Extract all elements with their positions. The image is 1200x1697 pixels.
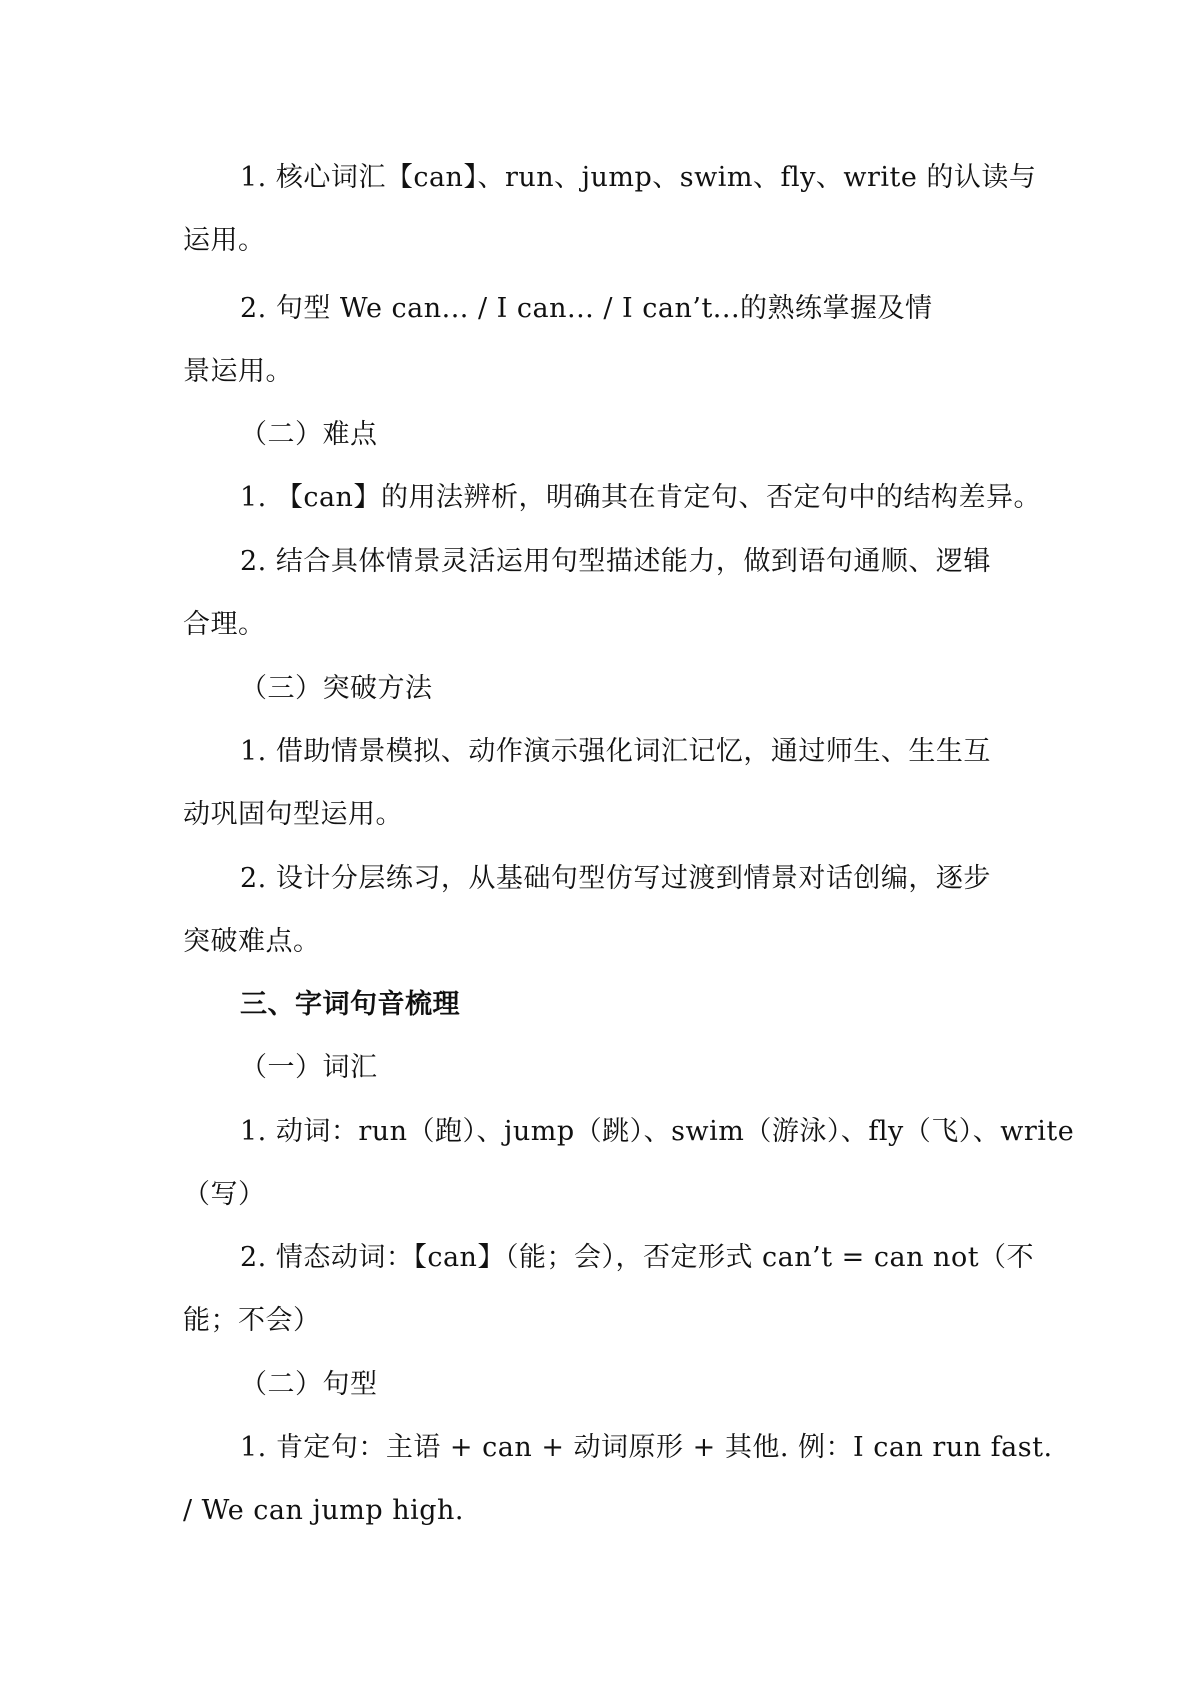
section-3-heading: 三、字词句音梳理 [240,989,460,1020]
focus-item-1-line-2: 运用。 [183,225,266,256]
vocabulary-item-1-line-1: 1. 动词：run（跑）、jump（跳）、swim（游泳）、fly（飞）、write [240,1116,1075,1147]
method-heading: （三）突破方法 [240,673,433,704]
focus-item-2-line-2: 景运用。 [183,356,293,387]
difficulty-heading: （二）难点 [240,419,378,450]
focus-item-1-line-1: 1. 核心词汇【can】、run、jump、swim、fly、write 的认读与 [240,162,1037,193]
difficulty-item-2-line-1: 2. 结合具体情景灵活运用句型描述能力，做到语句通顺、逻辑 [240,546,991,577]
vocabulary-heading: （一）词汇 [240,1052,378,1083]
method-item-1-line-1: 1. 借助情景模拟、动作演示强化词汇记忆，通过师生、生生互 [240,736,991,767]
sentence-pattern-heading: （二）句型 [240,1369,378,1400]
difficulty-item-2-line-2: 合理。 [183,609,266,640]
sentence-item-1-line-1: 1. 肯定句：主语 + can + 动词原形 + 其他. 例：I can run fast. [240,1432,1053,1463]
focus-item-2-line-1: 2. 句型 We can... / I can... / I can’t...的熟练掌握及情 [240,293,933,324]
vocabulary-item-2-line-2: 能；不会） [183,1305,321,1336]
vocabulary-item-2-line-1: 2. 情态动词：【can】（能；会），否定形式 can’t = can not（不 [240,1242,1035,1273]
sentence-item-1-line-2: / We can jump high. [183,1495,464,1526]
method-item-2-line-2: 突破难点。 [183,926,321,957]
method-item-2-line-1: 2. 设计分层练习，从基础句型仿写过渡到情景对话创编，逐步 [240,863,991,894]
vocabulary-item-1-line-2: （写） [183,1179,266,1210]
method-item-1-line-2: 动巩固句型运用。 [183,799,403,830]
difficulty-item-1: 1. 【can】的用法辨析，明确其在肯定句、否定句中的结构差异。 [240,482,1041,513]
